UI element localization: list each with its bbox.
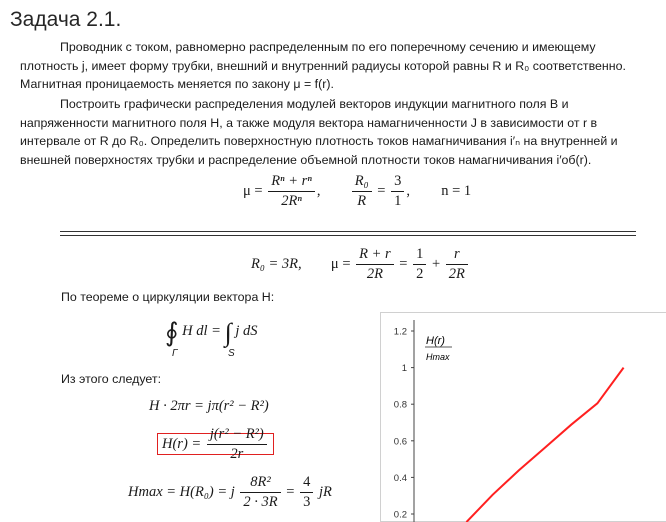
problem-paragraph-2 [20,95,642,169]
equation-1: H · 2πr = jπ(r² − R²) [149,398,269,415]
y-tick-label: 1 [402,363,407,374]
contour-integral-sign: ∮ [165,318,179,347]
given-formula: μ = $\frac{\text{Rⁿ + rⁿ}}{\text{2Rⁿ}}$ , $\frac{\text{R₀}}{R}$ = $\frac{3}{1}$ , n = 1 [243,173,471,210]
highlighted-result-box: H(r) = $\frac{\text{j(r² − R²)}}{2r}$ [157,433,274,455]
problem-paragraph-1 [20,38,642,94]
y-tick-label: 0.4 [394,473,407,484]
ylabel-top: H(r) [426,335,445,347]
contour-limit: Γ [172,348,178,359]
equation-2 [157,426,274,463]
y-tick-label: 1.2 [394,327,407,338]
task-heading: Задача 2.1. [10,8,121,32]
series-line [466,368,623,522]
equation-3: Hmax = H(R₀) = j $\frac{\text{8R²}}{2 \cdot 3R}$ = $\frac{4}{3}$ jR [128,474,332,511]
y-tick-label: 0.2 [394,510,407,521]
circulation-integral: ∮ H dl = ∫ j dS [165,318,258,348]
y-tick-label: 0.6 [394,436,407,447]
divider-line-1 [60,231,636,232]
surface-limit: S [228,348,235,359]
substitution-formula: R₀ = 3R, μ = $\frac{R + r}{2R}$ = $\frac{1}{2}$ + $\frac{r}{2R}$ [251,246,470,283]
chart-border [381,313,666,522]
mu-fraction: $\frac{\text{Rⁿ + rⁿ}}{\text{2Rⁿ}}$ [268,173,315,210]
y-tick-label: 0.8 [394,400,407,411]
integral-sign: ∫ [225,318,232,347]
ylabel-bottom: Hmax [426,352,450,362]
ratio-fraction: $\frac{\text{R₀}}{R}$ [352,173,372,210]
problem-text-1: Проводник с током, равномерно распределенным по его поперечному сечению и имеющему плотность j, имеет форму трубки, внешний и внутренний радиусы которой равны R и R₀ соответственно. Магнитная проницаемость меняется по закону μ = f(r). [20,40,626,91]
consequence-text: Из этого следует: [61,372,161,386]
n-value: n = 1 [441,183,471,199]
ratio-value-fraction: $\frac{3}{1}$ [391,173,404,210]
circulation-theorem-text: По теореме о циркуляции вектора H: [61,290,274,304]
divider-line-2 [60,235,636,236]
problem-text-2: Построить графически распределения модулей векторов индукции магнитного поля B и напряженности магнитного поля H, а также модуля вектора намагниченности J в зависимости от r в интервале от R до R₀. Определить поверхностную плотность токов намагничивания i′ₙ на внутренней и внешней поверхностях трубки и распределение объемной плотности токов намагничивания i′об(r). [20,97,618,167]
h-distribution-chart [380,312,666,522]
